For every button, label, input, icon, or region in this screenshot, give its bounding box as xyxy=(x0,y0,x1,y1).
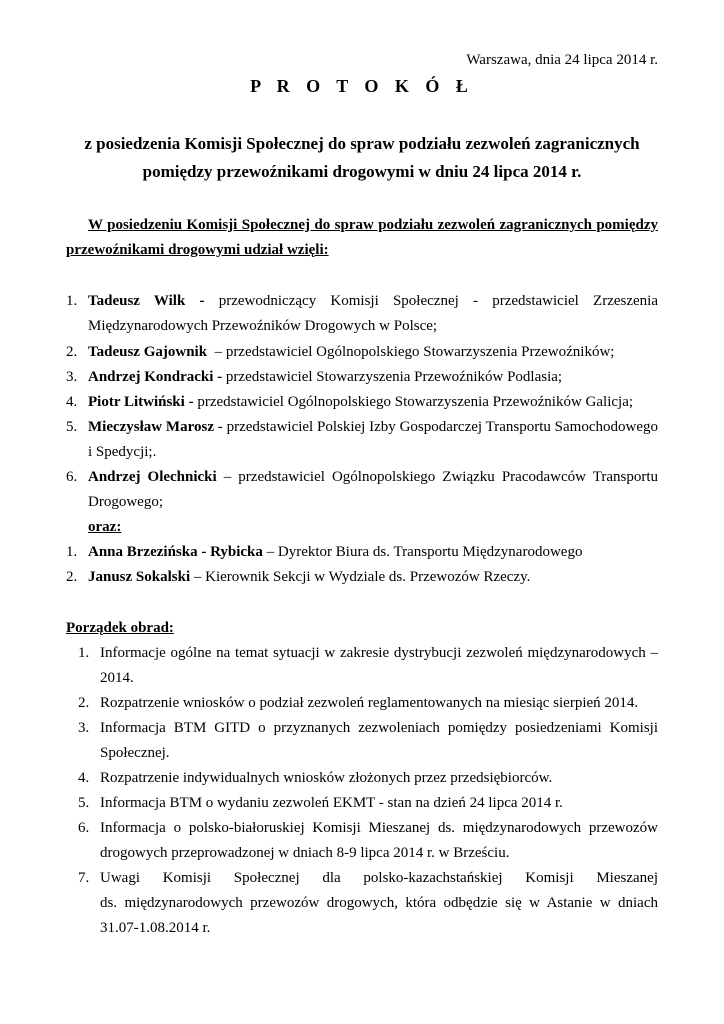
subtitle-line-2: pomiędzy przewoźnikami drogowymi w dniu 24 lipca 2014 r. xyxy=(142,162,582,181)
list-item xyxy=(66,417,658,462)
item-number: 2. xyxy=(66,569,78,585)
item-number: 1. xyxy=(78,645,90,661)
agenda-item xyxy=(78,768,658,788)
agenda-item-text-cont: drogowych przeprowadzonej w dniach 8-9 lipca 2014 r. w Brześciu. xyxy=(100,845,510,861)
participant-name: Andrzej Olechnicki xyxy=(88,469,217,485)
participant-role: przewodniczący Komisji Społecznej - przedstawiciel Zrzeszenia xyxy=(218,293,658,309)
agenda-item-text-cont: Społecznej. xyxy=(100,745,170,761)
participant-name: Tadeusz Wilk - xyxy=(88,293,205,309)
participant-role-cont: Drogowego; xyxy=(88,494,163,510)
agenda-item-text: Rozpatrzenie wniosków o podział zezwoleń reglamentowanych na miesiąc sierpień 2014. xyxy=(100,695,639,711)
participant-name: Andrzej Kondracki - xyxy=(88,369,223,385)
agenda-item xyxy=(78,868,658,938)
agenda-item-text-cont-2: 31.07-1.08.2014 r. xyxy=(100,920,211,936)
oraz-label: oraz: xyxy=(88,519,122,535)
guest-name: Anna Brzezińska - Rybicka xyxy=(88,544,263,560)
participants-intro-line-1: W posiedzeniu Komisji Społecznej do spraw podziału zezwoleń zagranicznych pomiędzy xyxy=(88,217,658,233)
agenda-item xyxy=(78,693,658,713)
agenda-item-text: Rozpatrzenie indywidualnych wniosków złożonych przez przedsiębiorców. xyxy=(100,770,553,786)
participant-role: przedstawiciel Stowarzyszenia Przewoźników Podlasia; xyxy=(225,369,563,385)
guest-role: – Dyrektor Biura ds. Transportu Międzynarodowego xyxy=(266,544,583,560)
agenda-item-text-cont: ds. międzynarodowych przewozów drogowych, która odbędzie się w Astanie w dniach xyxy=(100,895,658,911)
participant-role-cont: i Spedycji;. xyxy=(88,444,157,460)
agenda-item xyxy=(78,718,658,763)
item-number: 6. xyxy=(66,469,78,485)
agenda-item-text: Informacja BTM o wydaniu zezwoleń EKMT - stan na dzień 24 lipca 2014 r. xyxy=(100,795,563,811)
list-item xyxy=(66,291,658,336)
guest-role: – Kierownik Sekcji w Wydziale ds. Przewozów Rzeczy. xyxy=(193,569,531,585)
item-number: 4. xyxy=(78,770,90,786)
agenda-item-text: Informacje ogólne na temat sytuacji w zakresie dystrybucji zezwoleń międzynarodowych – xyxy=(100,645,658,661)
list-item xyxy=(66,467,658,512)
agenda-item-text: Informacja o polsko-białoruskiej Komisji Mieszanej ds. międzynarodowych przewozów xyxy=(100,820,658,836)
agenda-heading: Porządek obrad: xyxy=(66,620,174,636)
participant-name: Tadeusz Gajownik xyxy=(88,344,208,360)
participant-name: Piotr Litwiński - xyxy=(88,394,194,410)
list-item xyxy=(66,542,658,562)
agenda-item-text: Informacja BTM GITD o przyznanych zezwoleniach pomiędzy posiedzeniami Komisji xyxy=(100,720,658,736)
participant-role: – przedstawiciel Ogólnopolskiego Związku Pracodawców Transportu xyxy=(223,469,659,485)
place-date: Warszawa, dnia 24 lipca 2014 r. xyxy=(466,52,658,68)
participant-name: Mieczysław Marosz xyxy=(88,419,214,435)
item-number: 6. xyxy=(78,820,90,836)
participants-intro-line-2: przewoźnikami drogowymi udział wzięli: xyxy=(66,242,329,258)
item-number: 5. xyxy=(66,419,78,435)
agenda-item-text-cont: 2014. xyxy=(100,670,134,686)
item-number: 5. xyxy=(78,795,90,811)
item-number: 2. xyxy=(78,695,90,711)
item-number: 4. xyxy=(66,394,78,410)
item-number: 1. xyxy=(66,544,78,560)
agenda-item xyxy=(78,818,658,863)
item-number: 2. xyxy=(66,344,78,360)
participant-role: przedstawiciel Ogólnopolskiego Stowarzyszenia Przewoźników Galicja; xyxy=(197,394,634,410)
participant-role: – przedstawiciel Ogólnopolskiego Stowarzyszenia Przewoźników; xyxy=(214,344,615,360)
item-number: 1. xyxy=(66,293,78,309)
document-title: P R O T O K Ó Ł xyxy=(250,76,474,96)
list-item xyxy=(66,567,658,587)
agenda-item xyxy=(78,643,658,688)
item-number: 3. xyxy=(66,369,78,385)
agenda-item-text: Uwagi Komisji Społecznej dla polsko-kazachstańskiej Komisji Mieszanej xyxy=(100,870,658,886)
participant-role: - przedstawiciel Polskiej Izby Gospodarczej Transportu Samochodowego xyxy=(217,419,658,435)
item-number: 7. xyxy=(78,870,90,886)
participant-role-cont: Międzynarodowych Przewoźników Drogowych w Polsce; xyxy=(88,318,438,334)
guest-name: Janusz Sokalski xyxy=(88,569,191,585)
list-item xyxy=(66,367,658,387)
list-item xyxy=(66,342,658,362)
item-number: 3. xyxy=(78,720,90,736)
agenda-item xyxy=(78,793,658,813)
list-item xyxy=(66,392,658,412)
subtitle-line-1: z posiedzenia Komisji Społecznej do spraw podziału zezwoleń zagranicznych xyxy=(84,134,640,153)
